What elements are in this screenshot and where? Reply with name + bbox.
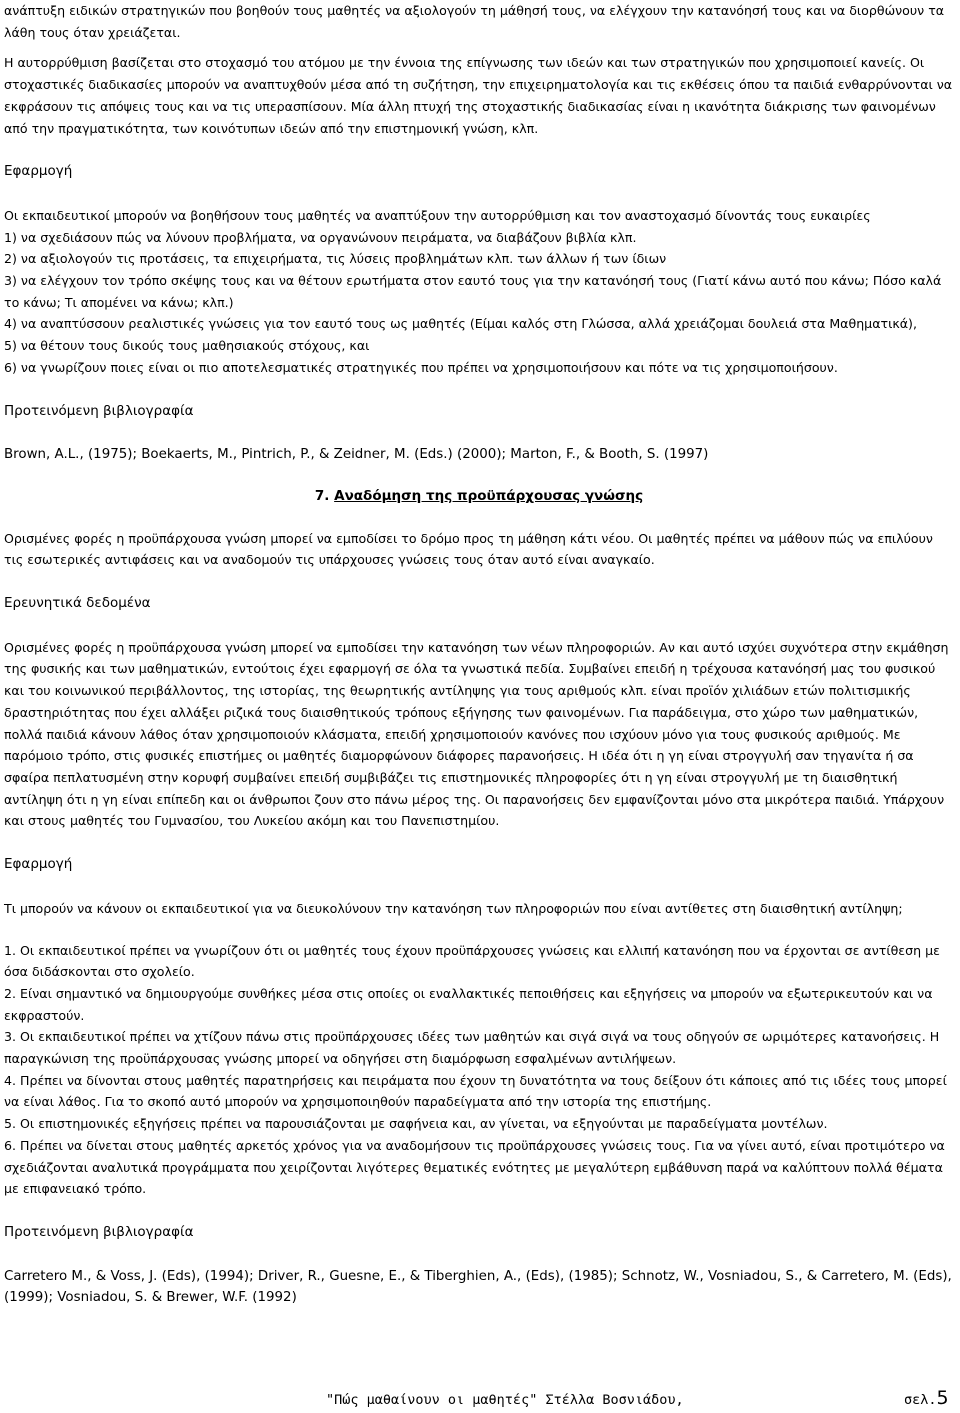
application-heading-2: Εφαρμογή xyxy=(4,856,73,873)
bibliography-heading-2: Προτεινόμενη βιβλιογραφία xyxy=(4,1223,194,1240)
application-intro-1: Οι εκπαιδευτικοί μπορούν να βοηθήσουν τους μαθητές να αναπτύξουν την αυτορρύθμιση και τον αναστοχασμό δίνοντάς τους ευκαιρίες xyxy=(4,207,871,223)
page-label: σελ. xyxy=(904,1392,937,1408)
application-item: 1) να σχεδιάσουν πώς να λύνουν προβλήματα, να οργανώνουν πειράματα, να διαβάζουν βιβλία κλπ. xyxy=(4,229,637,245)
application-item: 4) να αναπτύσσουν ρεαλιστικές γνώσεις για τον εαυτό τους ως μαθητές (Είμαι καλός στη Γλώσσα, αλλά χρειάζομαι δουλειά στα Μαθηματικά), xyxy=(4,316,917,332)
page-footer xyxy=(0,1388,960,1413)
section-title-text: Αναδόμηση της προϋπάρχουσας γνώσης xyxy=(334,487,644,504)
application-item: 2. Είναι σημαντικό να δημιουργούμε συνθήκες μέσα στις οποίες οι εναλλακτικές πεποιθήσεις και εξηγήσεις να μπορούν να εξωτερικευτούν και να εκφραστούν. xyxy=(4,985,933,1023)
footer-title: "Πώς μαθαίνουν οι μαθητές" Στέλλα Βοσνιάδου, xyxy=(326,1392,684,1408)
section-intro-paragraph: Ορισμένες φορές η προϋπάρχουσα γνώση μπορεί να εμποδίσει το δρόμο προς τη μάθηση κάτι νέου. Οι μαθητές πρέπει να μάθουν πώς να επιλύουν τις εσωτερικές αντιφάσεις και να αναδομούν τις υπάρχουσες γνώσεις τους όταν αυτό είναι αναγκαίο. xyxy=(4,530,933,568)
section-title xyxy=(4,486,954,508)
application-question: Τι μπορούν να κάνουν οι εκπαιδευτικοί για να διευκολύνουν την κατανόηση των πληροφοριών που είναι αντίθετες στη διαισθητική αντίληψη; xyxy=(4,900,903,916)
document-page xyxy=(4,0,954,1309)
application-item: 4. Πρέπει να δίνονται στους μαθητές παρατηρήσεις και πειράματα που έχουν τη δυνατότητα να τους δείξουν ότι κάποιες από τις ιδέες τους μπορεί να είναι λάθος. Για το σκοπό αυτό μπορούν να χρησιμοποιηθούν παραδείγματα από την ιστορία της επιστήμης. xyxy=(4,1072,947,1110)
research-heading: Ερευνητικά δεδομένα xyxy=(4,595,151,612)
bibliography-heading-1: Προτεινόμενη βιβλιογραφία xyxy=(4,402,194,419)
application-item: 6) να γνωρίζουν ποιες είναι οι πιο αποτελεσματικές στρατηγικές που πρέπει να χρησιμοποιήσουν και πότε να τις χρησιμοποιήσουν. xyxy=(4,359,838,375)
application-item: 5) να θέτουν τους δικούς τους μαθησιακούς στόχους, και xyxy=(4,338,370,354)
self-regulation-paragraph: Η αυτορρύθμιση βασίζεται στο στοχασμό του ατόμου με την έννοια της επίγνωσης των ιδεών και των στρατηγικών που χρησιμοποιεί κανείς. Οι στοχαστικές διαδικασίες μπορούν να αναπτυχθούν μέσα από τη συζήτηση, την επιχειρηματολογία και τις εκθέσεις όπου τα παιδιά ενθαρρύνονται να εκφράσουν τις απόψεις τους και να τις υπερασπίσουν. Μία άλλη πτυχή της στοχαστικής διαδικασίας είναι η ικανότητα διάκρισης των φαινομένων από την πραγματικότητα, των κοινότυπων ιδεών από την επιστημονική γνώση, κλπ. xyxy=(4,55,953,136)
application-item: 1. Οι εκπαιδευτικοί πρέπει να γνωρίζουν ότι οι μαθητές τους έχουν προϋπάρχουσες γνώσεις και ελλιπή κατανόηση που να έρχονται σε αντίθεση με όσα διδάσκονται στο σχολείο. xyxy=(4,942,940,980)
page-number xyxy=(904,1388,949,1412)
intro-paragraph: ανάπτυξη ειδικών στρατηγικών που βοηθούν τους μαθητές να αξιολογούν τη μάθησή τους, να ελέγχουν την κατανόησή τους και να διορθώνουν τα λάθη τους όταν χρειάζεται. xyxy=(4,3,945,40)
application-item: 5. Οι επιστημονικές εξηγήσεις πρέπει να παρουσιάζονται με σαφήνεια και, αν γίνεται, να εξηγούνται με παραδείγματα μοντέλων. xyxy=(4,1116,828,1132)
research-paragraph: Ορισμένες φορές η προϋπάρχουσα γνώση μπορεί να εμποδίσει την κατανόηση των νέων πληροφοριών. Αν και αυτό ισχύει συχνότερα στην εκμάθηση της φυσικής και των μαθηματικών, εντούτοις έχει εφαρμογή σε όλα τα γνωστικά πεδία. Συμβαίνει επειδή η τρέχουσα κατανόησή μας του φυσικού και του κοινωνικού περιβάλλοντος, της ιστορίας, της θεωρητικής αντίληψης για τους αριθμούς κλπ. είναι προϊόν χιλιάδων ετών πολιτισμικής δραστηριότητας που έχει αλλάξει ριζικά τους διαισθητικούς τρόπους εξήγησης των φαινομένων. Για παράδειγμα, στο χώρο των μαθηματικών, πολλά παιδιά κάνουν λάθος όταν χρησιμοποιούν κλάσματα, επειδή χρησιμοποιούν κανόνες που ισχύουν μόνο για τους φυσικούς αριθμούς. Με παρόμοιο τρόπο, στις φυσικές επιστήμες οι μαθητές διαμορφώνουν διάφορες παρανοήσεις. Η ιδέα ότι η γη είναι στρογγυλή σαν τηγανίτα ή σα σφαίρα πεπλατυσμένη στην κορυφή συμβαίνει επειδή συμβιβάζει τις επιστημονικές πληροφορίες ότι η γη είναι στρογγυλή με τη διαισθητική αντίληψη ότι η γη είναι επίπεδη και οι άνθρωποι ζουν στο πάνω μέρος της. Οι παρανοήσεις δεν εμφανίζονται μόνο στα μικρότερα παιδιά. Υπάρχουν και στους μαθητές του Γυμνασίου, του Λυκείου ακόμη και του Πανεπιστημίου. xyxy=(4,639,949,829)
page-number-value: 5 xyxy=(936,1387,949,1409)
application-heading-1: Εφαρμογή xyxy=(4,163,73,180)
application-item: 6. Πρέπει να δίνεται στους μαθητές αρκετός χρόνος για να αναδομήσουν τις προϋπάρχουσες γνώσεις τους. Για να γίνει αυτό, είναι προτιμότερο να σχεδιάζονται αναλυτικά προγράμματα που χειρίζονται λιγότερες θεματικές ενότητες με μεγαλύτερη εμβάθυνση παρά να καλύπτουν πολλά θέματα με επιφανειακό τρόπο. xyxy=(4,1137,945,1197)
section-number: 7. xyxy=(314,487,330,504)
application-item: 3. Οι εκπαιδευτικοί πρέπει να χτίζουν πάνω στις προϋπάρχουσες ιδέες των μαθητών και σιγά σιγά να τους οδηγούν σε ωριμότερες κατανοήσεις. Η παραγκώνιση της προϋπάρχουσας γνώσης μπορεί να οδηγήσει στη διαμόρφωση εσφαλμένων αντιλήψεων. xyxy=(4,1029,940,1067)
bibliography-text-2: Carretero M., & Voss, J. (Eds), (1994); Driver, R., Guesne, E., & Tiberghien, A., (Eds), (1985); Schnotz, W., Vosniadou, S., & Carretero, M. (Eds), (1999); Vosniadou, S. & Brewer, W.F. (1992) xyxy=(4,1268,952,1306)
application-item: 3) να ελέγχουν τον τρόπο σκέψης τους και να θέτουν ερωτήματα στον εαυτό τους για την κατανόησή τους (Γιατί κάνω αυτό που κάνω; Πόσο καλά το κάνω; Τι απομένει να κάνω; κλπ.) xyxy=(4,273,942,310)
application-item: 2) να αξιολογούν τις προτάσεις, τα επιχειρήματα, τις λύσεις προβλημάτων κλπ. των άλλων ή των ίδιων xyxy=(4,251,667,267)
bibliography-text-1: Brown, A.L., (1975); Boekaerts, M., Pintrich, P., & Zeidner, M. (Eds.) (2000); Marton, F., & Booth, S. (1997) xyxy=(4,447,709,463)
